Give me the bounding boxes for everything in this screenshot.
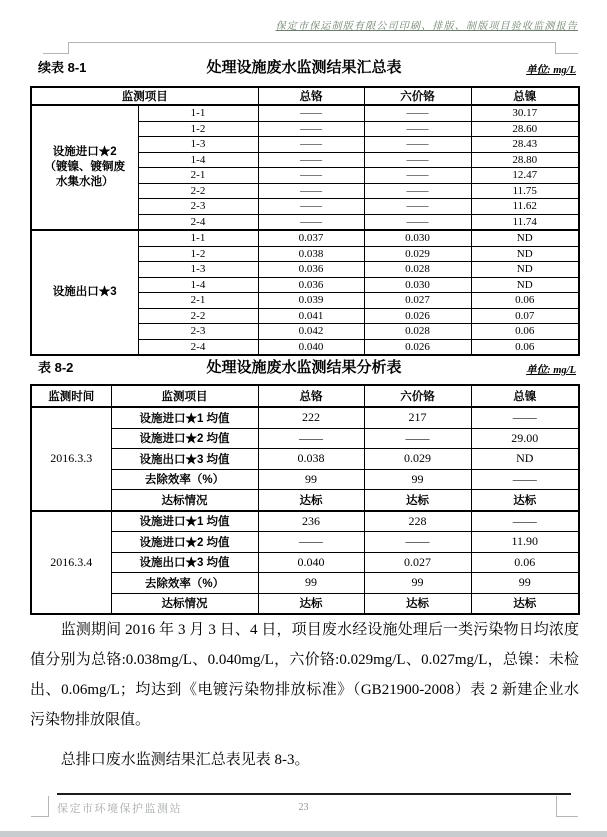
value-cell: 28.43	[471, 137, 579, 153]
sample-id-cell: 2-1	[138, 293, 258, 309]
value-cell: 217	[364, 407, 471, 428]
value-cell: ——	[364, 214, 471, 230]
header-running-title: 保定市保运制版有限公司印刷、排版、制版项目验收监测报告	[275, 21, 578, 32]
column-header-item: 监测项目	[111, 385, 258, 407]
analysis-text	[30, 615, 579, 775]
column-header-total-nickel: 总镍	[471, 385, 579, 407]
value-cell: 0.06	[471, 324, 579, 340]
table2-label: 表 8-2	[38, 360, 74, 375]
sample-id-cell: 1-1	[138, 230, 258, 246]
value-cell: 0.040	[258, 552, 364, 573]
value-cell: 0.042	[258, 324, 364, 340]
column-header-total-chromium: 总铬	[258, 87, 364, 105]
value-cell: 0.041	[258, 308, 364, 324]
value-cell: ——	[258, 168, 364, 184]
value-cell: 0.038	[258, 246, 364, 262]
sample-id-cell: 2-3	[138, 199, 258, 215]
value-cell: 28.60	[471, 121, 579, 137]
sample-id-cell: 2-2	[138, 308, 258, 324]
footer-boundary-mark-right	[556, 796, 557, 817]
table1-unit: 单位: mg/L	[526, 65, 576, 76]
page-edge-band	[0, 831, 607, 837]
table-8-2	[30, 384, 580, 615]
value-cell: ——	[258, 214, 364, 230]
value-cell: 0.038	[258, 449, 364, 470]
row-group-label	[31, 105, 138, 230]
table-row	[31, 573, 579, 594]
table-header-row	[31, 87, 579, 105]
paragraph-monitoring-summary: 监测期间 2016 年 3 月 3 日、4 日，项目废水经设施处理后一类污染物日均浓度值分别为总铬:0.038mg/L、0.040mg/L，六价铬:0.029mg/L、0.027mg/L，总镍：未检出、0.06mg/L；均达到《电镀污染物排放标准》（GB21900-2008）表 2 新建企业水污染物排放限值。	[30, 622, 579, 728]
table-row	[31, 490, 579, 511]
header-boundary-mark-left	[43, 53, 68, 54]
value-cell: ——	[364, 152, 471, 168]
value-cell: 0.027	[364, 552, 471, 573]
value-cell: 达标	[258, 593, 364, 614]
sample-id-cell: 2-4	[138, 214, 258, 230]
sample-id-cell: 2-3	[138, 324, 258, 340]
value-cell: ——	[258, 105, 364, 121]
row-group-label-line: 设施出口★3	[52, 286, 117, 299]
value-cell: ——	[364, 428, 471, 449]
value-cell: 99	[471, 573, 579, 594]
sample-id-cell: 1-2	[138, 246, 258, 262]
table2-title: 处理设施废水监测结果分析表	[206, 359, 402, 376]
table-row	[31, 593, 579, 614]
column-header-total-chromium: 总铬	[258, 385, 364, 407]
table-8-1	[30, 86, 580, 356]
value-cell: 0.036	[258, 262, 364, 278]
value-cell: 0.028	[364, 262, 471, 278]
value-cell: 30.17	[471, 105, 579, 121]
table-row	[31, 552, 579, 573]
value-cell: 0.07	[471, 308, 579, 324]
sample-id-cell: 2-4	[138, 339, 258, 355]
value-cell: 0.027	[364, 293, 471, 309]
value-cell: ——	[471, 469, 579, 490]
value-cell: 11.90	[471, 532, 579, 553]
value-cell: ——	[364, 532, 471, 553]
header-boundary-line	[68, 42, 556, 43]
column-header-item: 监测项目	[31, 87, 258, 105]
value-cell: ——	[364, 121, 471, 137]
table2-caption	[30, 356, 578, 382]
value-cell: ——	[258, 137, 364, 153]
value-cell: 29.00	[471, 428, 579, 449]
footer-boundary-mark-left	[31, 816, 49, 817]
table-row	[31, 532, 579, 553]
value-cell: 达标	[471, 490, 579, 511]
value-cell: 0.039	[258, 293, 364, 309]
row-label-cell: 设施出口★3 均值	[111, 449, 258, 470]
value-cell: 达标	[364, 593, 471, 614]
value-cell: 11.74	[471, 214, 579, 230]
row-label-cell: 达标情况	[111, 593, 258, 614]
row-label-cell: 达标情况	[111, 490, 258, 511]
row-label-cell: 设施进口★2 均值	[111, 532, 258, 553]
value-cell: 0.029	[364, 246, 471, 262]
header-boundary-mark-left	[68, 42, 69, 54]
value-cell: ——	[471, 511, 579, 532]
value-cell: 99	[364, 469, 471, 490]
row-group-label-line: 水集水池）	[56, 175, 114, 188]
row-group-label-line: （镀镍、镀铜废	[44, 161, 125, 174]
table-row	[31, 469, 579, 490]
row-label-cell: 去除效率（%）	[111, 573, 258, 594]
value-cell: 0.026	[364, 339, 471, 355]
value-cell: 0.06	[471, 339, 579, 355]
table2-unit: 单位: mg/L	[526, 365, 576, 376]
value-cell: ND	[471, 277, 579, 293]
sample-id-cell: 1-2	[138, 121, 258, 137]
value-cell: ——	[364, 137, 471, 153]
monitor-date-cell: 2016.3.4	[31, 511, 111, 615]
value-cell: ——	[364, 105, 471, 121]
value-cell: 0.037	[258, 230, 364, 246]
row-label-cell: 设施出口★3 均值	[111, 552, 258, 573]
value-cell: 99	[364, 573, 471, 594]
column-header-hexavalent-chromium: 六价铬	[364, 385, 471, 407]
value-cell: 12.47	[471, 168, 579, 184]
value-cell: 99	[258, 573, 364, 594]
value-cell: 达标	[471, 593, 579, 614]
value-cell: ——	[364, 199, 471, 215]
column-header-total-nickel: 总镍	[471, 87, 579, 105]
sample-id-cell: 1-4	[138, 277, 258, 293]
value-cell: 0.030	[364, 230, 471, 246]
column-header-hexavalent-chromium: 六价铬	[364, 87, 471, 105]
header-boundary-mark-right	[555, 53, 578, 54]
table-row	[31, 428, 579, 449]
value-cell: 达标	[364, 490, 471, 511]
row-label-cell: 去除效率（%）	[111, 469, 258, 490]
value-cell: 0.028	[364, 324, 471, 340]
value-cell: 228	[364, 511, 471, 532]
row-label-cell: 设施进口★1 均值	[111, 407, 258, 428]
value-cell: ND	[471, 262, 579, 278]
table-row	[31, 449, 579, 470]
value-cell: ——	[258, 152, 364, 168]
row-group-label	[31, 230, 138, 355]
page-number: 23	[298, 802, 309, 813]
table1-title: 处理设施废水监测结果汇总表	[206, 59, 402, 76]
monitor-date-cell: 2016.3.3	[31, 407, 111, 511]
row-label-cell: 设施进口★1 均值	[111, 511, 258, 532]
table-row	[31, 407, 579, 428]
table1-label: 续表 8-1	[38, 60, 87, 75]
value-cell: ND	[471, 230, 579, 246]
value-cell: ——	[258, 121, 364, 137]
column-header-monitor-time: 监测时间	[31, 385, 111, 407]
row-label-cell: 设施进口★2 均值	[111, 428, 258, 449]
value-cell: 0.026	[364, 308, 471, 324]
table-row	[31, 230, 579, 246]
value-cell: 0.036	[258, 277, 364, 293]
value-cell: 28.80	[471, 152, 579, 168]
footer-boundary-mark-right	[556, 816, 578, 817]
value-cell: 0.040	[258, 339, 364, 355]
footer-separator-line	[57, 793, 571, 795]
value-cell: 99	[258, 469, 364, 490]
table1-caption	[30, 56, 578, 82]
value-cell: 0.06	[471, 293, 579, 309]
value-cell: 0.029	[364, 449, 471, 470]
value-cell: ——	[364, 183, 471, 199]
footer-boundary-mark-left	[48, 796, 49, 817]
table-row	[31, 105, 579, 121]
value-cell: 0.06	[471, 552, 579, 573]
footer-organization: 保定市环境保护监测站	[57, 803, 182, 815]
sample-id-cell: 2-2	[138, 183, 258, 199]
value-cell: ——	[258, 199, 364, 215]
value-cell: ——	[471, 407, 579, 428]
table-row	[31, 511, 579, 532]
sample-id-cell: 1-3	[138, 137, 258, 153]
sample-id-cell: 1-1	[138, 105, 258, 121]
value-cell: 0.030	[364, 277, 471, 293]
sample-id-cell: 2-1	[138, 168, 258, 184]
value-cell: ——	[258, 532, 364, 553]
value-cell: ——	[364, 168, 471, 184]
value-cell: ND	[471, 449, 579, 470]
value-cell: ND	[471, 246, 579, 262]
row-group-label-line: 设施进口★2	[52, 146, 117, 159]
paragraph-table-reference: 总排口废水监测结果汇总表见表 8-3。	[60, 752, 310, 768]
table-header-row	[31, 385, 579, 407]
sample-id-cell: 1-3	[138, 262, 258, 278]
value-cell: 达标	[258, 490, 364, 511]
value-cell: 222	[258, 407, 364, 428]
value-cell: 11.75	[471, 183, 579, 199]
value-cell: 236	[258, 511, 364, 532]
value-cell: 11.62	[471, 199, 579, 215]
value-cell: ——	[258, 428, 364, 449]
sample-id-cell: 1-4	[138, 152, 258, 168]
value-cell: ——	[258, 183, 364, 199]
